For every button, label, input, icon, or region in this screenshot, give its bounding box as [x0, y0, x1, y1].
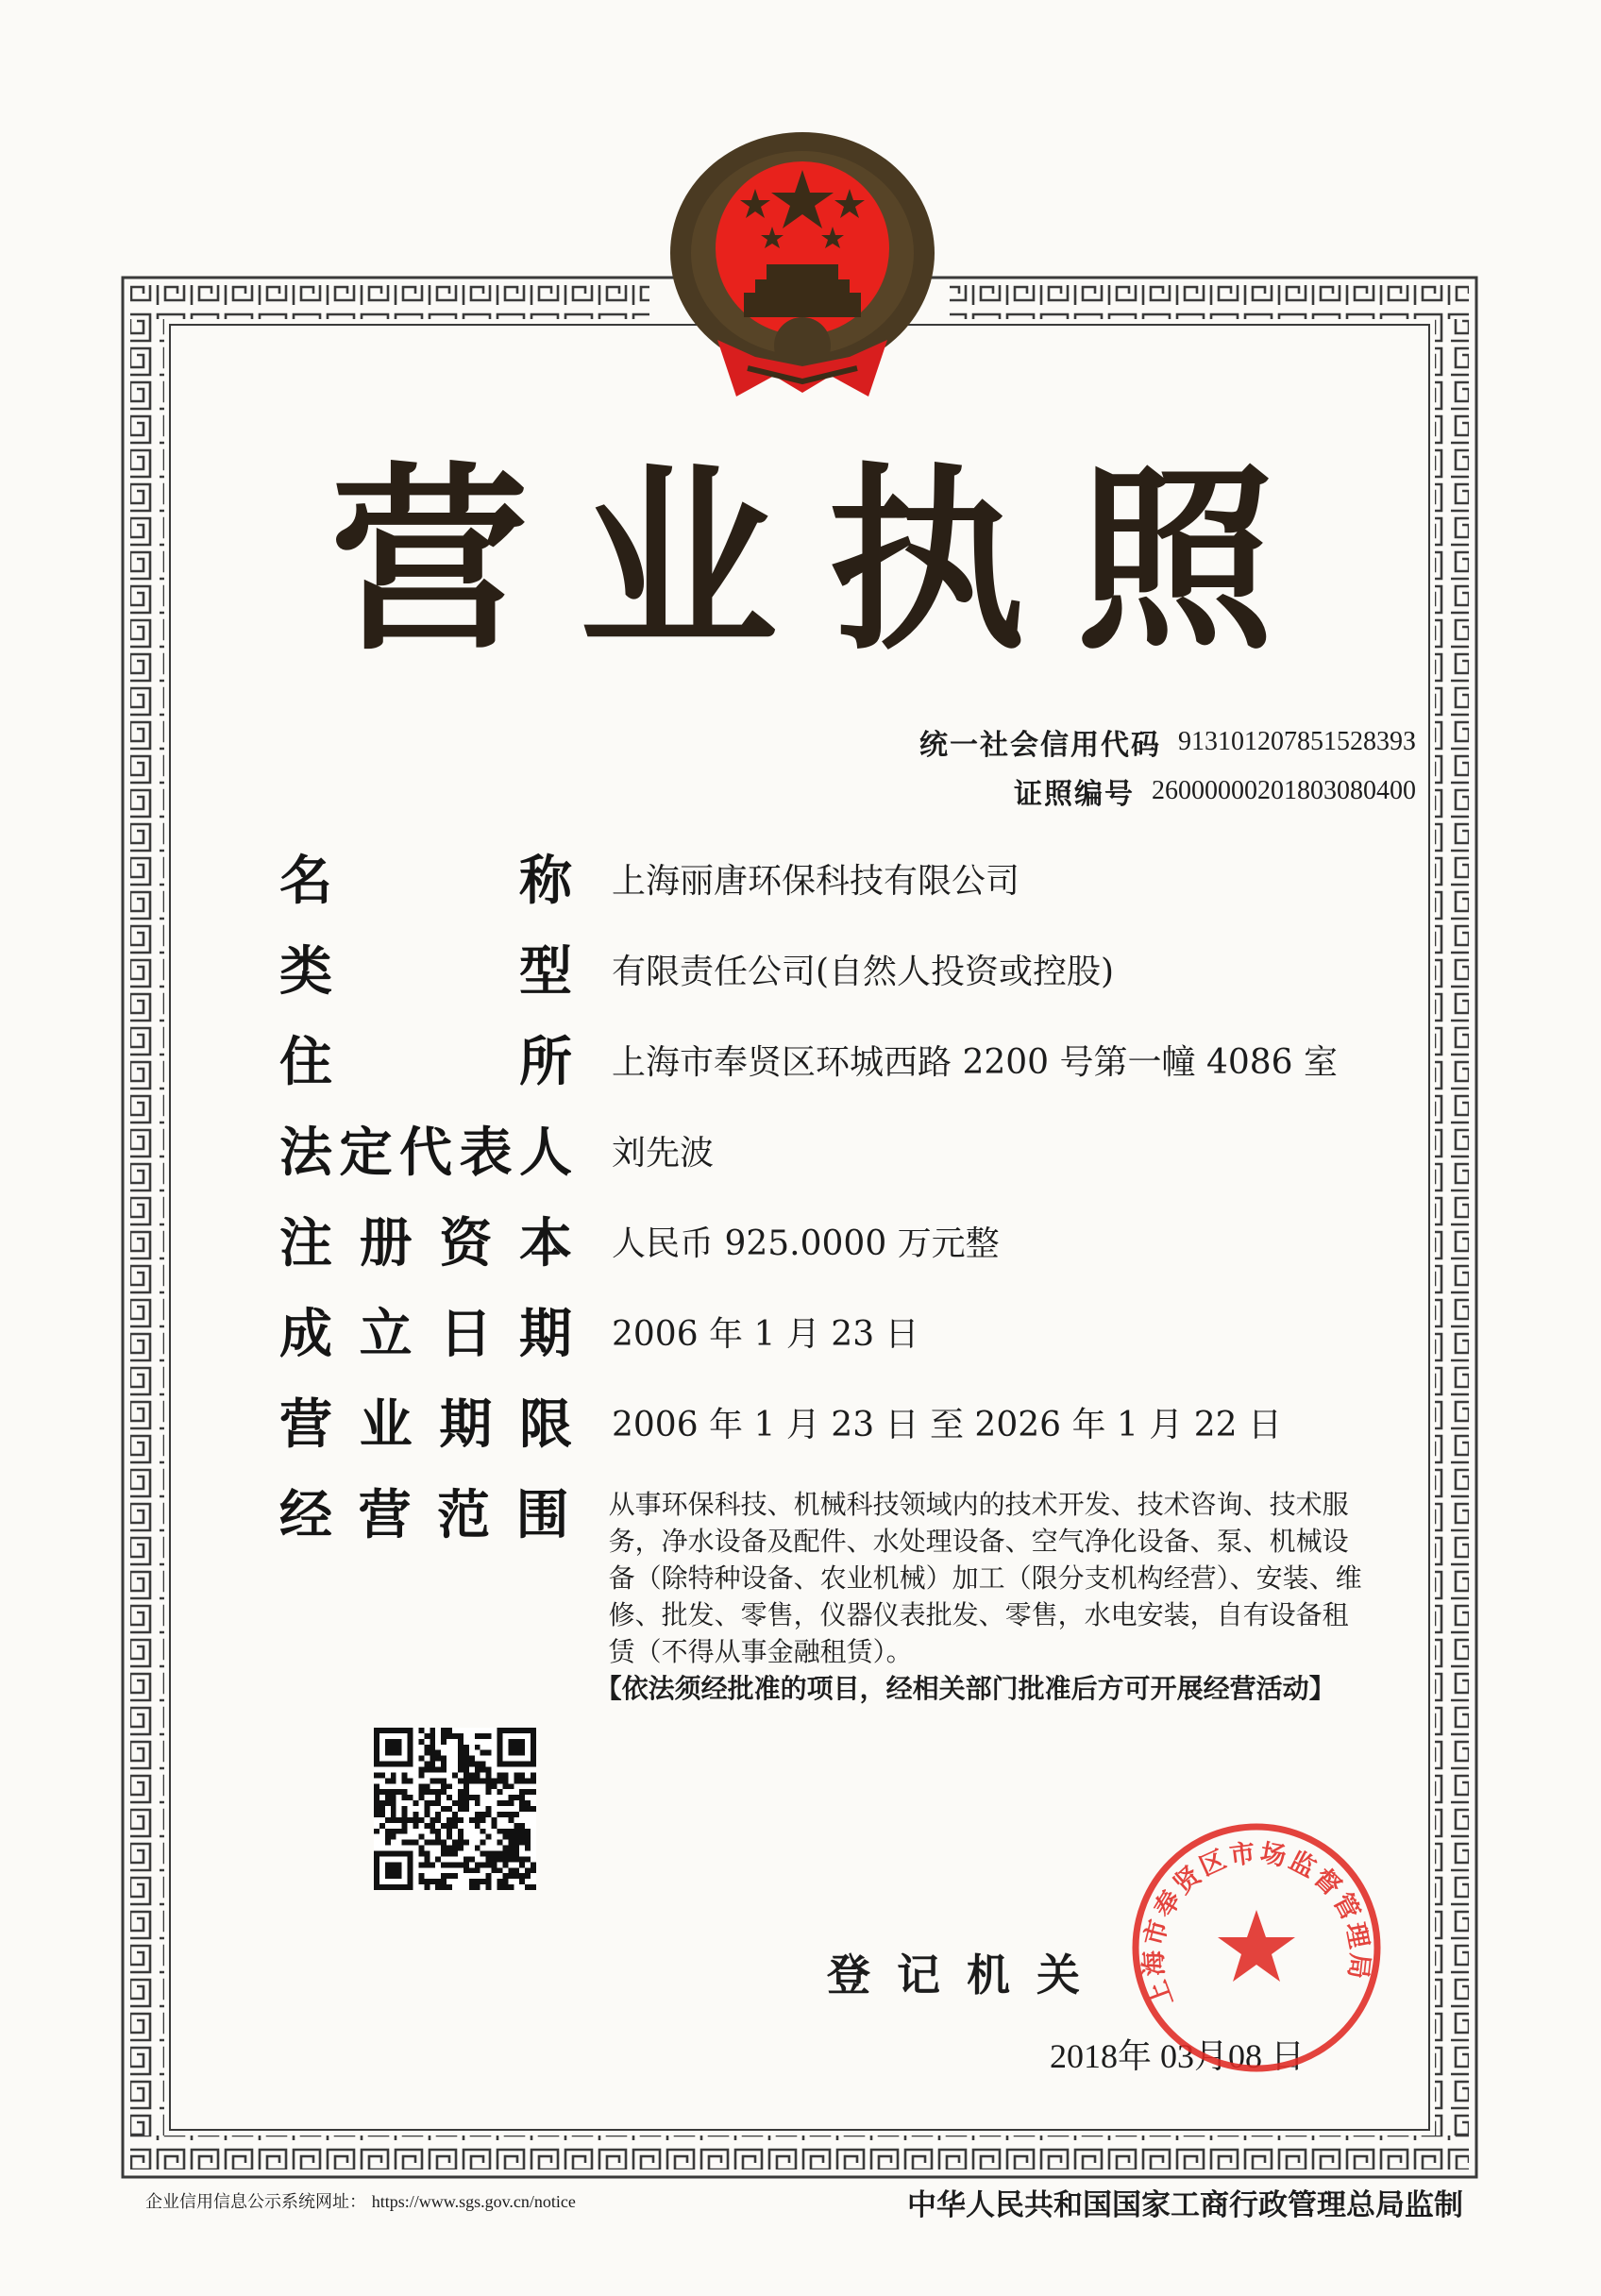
field-founded: [279, 1303, 1365, 1393]
label-char: 称: [519, 851, 572, 912]
footer-website: [145, 2188, 576, 2213]
label-char: 围: [515, 1485, 569, 1546]
scope-text: 从事环保科技、机械科技领域内的技术开发、技术咨询、技术服务，净水设备及配件、水处理设备、空气净化设备、泵、机械设备（除特种设备、农业机械）加工（限分支机构经营）、安装、维修、批发、零售，仪器仪表批发、零售，水电安装，自有设备租赁（不得从事金融租赁）。: [608, 1489, 1362, 1667]
label-char: 人: [519, 1123, 572, 1184]
field-label: [279, 1031, 572, 1095]
label-char: 类: [279, 941, 332, 1003]
legal-rep-value: 刘先波: [612, 1134, 715, 1173]
license-number-label: 证照编号: [1014, 778, 1135, 811]
footer-website-label: 企业信用信息公示系统网址：: [145, 2192, 366, 2212]
label-char: 定: [339, 1123, 393, 1184]
label-char: 注: [279, 1213, 332, 1275]
field-scope: [279, 1484, 1365, 1707]
title-char: 照: [1075, 446, 1274, 677]
credit-code-value: 91310120785152839З: [1177, 727, 1416, 756]
label-char: 所: [519, 1032, 572, 1093]
label-char: 营: [279, 1394, 332, 1456]
field-type: [279, 940, 1365, 1031]
field-label: [279, 1484, 569, 1548]
license-number-row: [919, 767, 1416, 816]
credit-code-row: [919, 718, 1416, 767]
registration-authority-label: 登记机关: [827, 1950, 1106, 2001]
label-char: 型: [519, 941, 572, 1003]
label-char: 住: [279, 1032, 332, 1093]
label-char: 日: [439, 1304, 493, 1365]
company-type-value: 有限责任公司(自然人投资或控股): [612, 953, 1115, 991]
qr-code[interactable]: [374, 1728, 536, 1890]
national-emblem: [661, 121, 944, 423]
field-address: [279, 1031, 1365, 1122]
title-char: 业: [579, 446, 778, 677]
registration-codes: [919, 718, 1416, 816]
label-char: 限: [518, 1394, 572, 1456]
field-label: [279, 1393, 572, 1458]
label-char: 期: [439, 1394, 493, 1456]
scope-note: 【依法须经批准的项目，经相关部门批准后方可开展经营活动】: [595, 1673, 1336, 1704]
field-capital: [279, 1212, 1365, 1303]
label-char: 名: [279, 851, 332, 912]
label-char: 表: [459, 1123, 513, 1184]
field-name: [279, 850, 1365, 940]
label-char: 营: [358, 1485, 412, 1546]
label-char: 资: [439, 1213, 493, 1275]
official-seal: [1129, 1820, 1384, 2075]
address-value: 上海市奉贤区环城西路 2200 号第一幢 4086 室: [612, 1043, 1339, 1082]
label-char: 范: [437, 1485, 491, 1546]
field-label: [279, 940, 572, 1004]
field-label: [279, 1303, 572, 1367]
label-char: 期: [518, 1304, 572, 1365]
label-char: 业: [359, 1394, 413, 1456]
title-char: 执: [827, 446, 1026, 677]
founded-date-value: 2006 年 1 月 23 日: [612, 1315, 919, 1354]
document-title: [330, 446, 1274, 677]
label-char: 立: [359, 1304, 413, 1365]
capital-value: 人民币 925.0000 万元整: [612, 1224, 1000, 1263]
field-term: [279, 1393, 1365, 1484]
field-label: [279, 1122, 572, 1186]
company-name-value: 上海丽唐环保科技有限公司: [612, 862, 1020, 901]
credit-code-label: 统一社会信用代码: [918, 729, 1161, 762]
label-char: 册: [359, 1213, 413, 1275]
footer-issuer: 中华人民共和国国家工商行政管理总局监制: [907, 2188, 1463, 2222]
field-label: [279, 1212, 572, 1276]
business-term-value: 2006 年 1 月 23 日 至 2026 年 1 月 22 日: [612, 1406, 1282, 1444]
business-scope-value: [595, 1484, 1365, 1707]
field-legal-rep: [279, 1122, 1365, 1212]
label-char: 经: [279, 1485, 332, 1546]
seal-text: 上海市奉贤区市场监督管理局: [1138, 1838, 1374, 2011]
label-char: 成: [279, 1304, 332, 1365]
label-char: 代: [399, 1123, 452, 1184]
label-char: 法: [279, 1123, 332, 1184]
label-char: 本: [518, 1213, 572, 1275]
title-char: 营: [330, 446, 530, 677]
license-number-value: 26000000201803080400: [1152, 776, 1416, 805]
footer-website-url[interactable]: https://www.sgs.gov.cn/notice: [371, 2192, 576, 2211]
issue-date: 2018年 03月08 日: [1050, 2037, 1306, 2075]
license-fields: [279, 850, 1365, 1707]
field-label: [279, 850, 572, 914]
